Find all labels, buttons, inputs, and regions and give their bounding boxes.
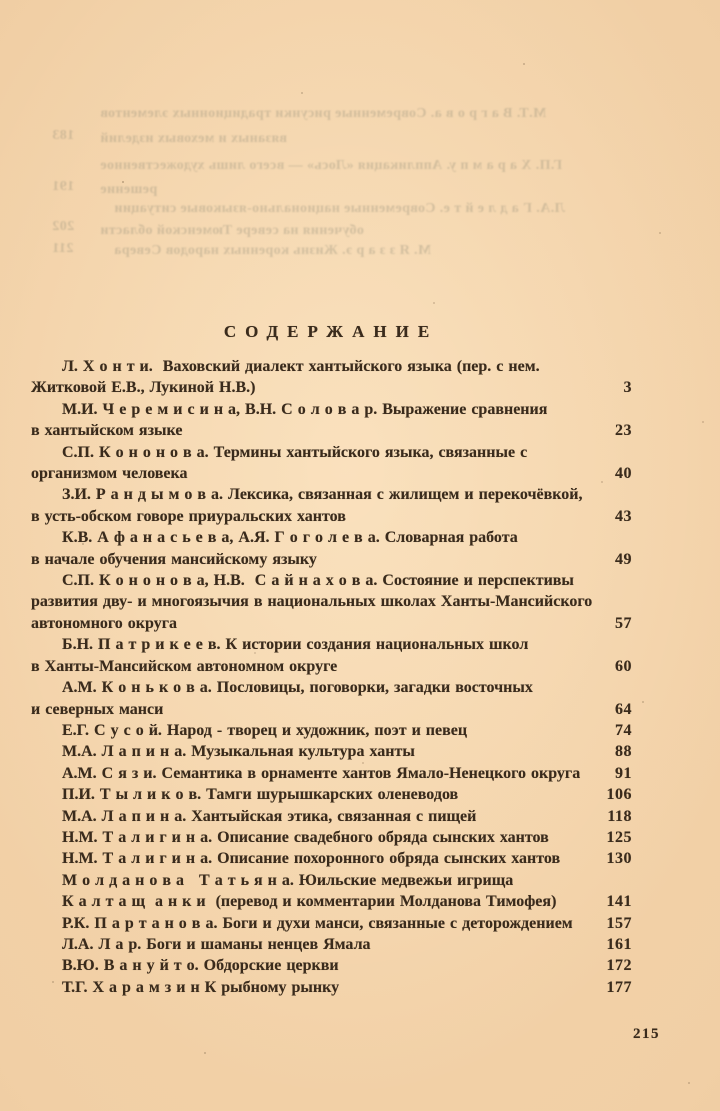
toc-page-number: 64 (615, 700, 632, 718)
bleedthrough-page-number: 211 (52, 241, 74, 256)
paper-specks (0, 0, 2, 2)
page-title: СОДЕРЖАНИЕ (223, 322, 439, 341)
toc-entry (31, 870, 632, 913)
toc-page-number: 130 (606, 850, 632, 868)
toc-page-number: 172 (606, 957, 632, 975)
toc-page-number: 157 (606, 914, 632, 932)
toc-entry-line: Р.К. П а р т а н о в а. Боги и духи манси, связанные с деторождением (62, 914, 573, 932)
toc-entry (31, 763, 632, 784)
toc-entry-line: З.И. Р а н д ы м о в а. Лексика, связанная с жилищем и перекочёвкой, (62, 486, 583, 504)
toc-entry (31, 955, 632, 976)
toc-page-number: 88 (615, 743, 632, 761)
toc-page-number: 161 (606, 935, 632, 953)
bleedthrough-text: Л.А. Г а д л е й т е. Современные национально-языковые ситуации (114, 201, 566, 216)
toc-entry (31, 442, 632, 485)
bleedthrough-page-number: 202 (52, 219, 75, 234)
toc-page-number: 74 (615, 721, 632, 739)
toc-entry-line: К.В. А ф а н а с ь е в а, А.Я. Г о г о л е в а. Словарная работа (62, 529, 518, 547)
bleedthrough-text: обучения на севере Тюменской области (100, 223, 364, 238)
toc-entry-line: в Ханты-Мансийском автономном округе (31, 657, 338, 675)
toc-entry-line: С.П. К о н о н о в а, Н.В. С а й н а х о в а. Состояние и перспективы (62, 572, 574, 590)
bleedthrough-text: вязаных и меховых изделий (100, 131, 287, 146)
toc-entry-line: автономного округа (31, 614, 177, 632)
bleedthrough-text: М.Т. В а г р о в а. Современные рисунки традиционных элементов (100, 106, 547, 121)
toc-entry-line: П.И. Т ы л и к о в. Тамги шурышкарских оленеводов (62, 786, 459, 804)
toc-entry-line: С.П. К о н о н о в а. Термины хантыйского языка, связанные с (62, 443, 528, 461)
bleedthrough-page-number: 183 (52, 128, 75, 143)
toc-entry (31, 356, 632, 399)
toc-entry (31, 677, 632, 720)
toc-page-number: 3 (623, 379, 632, 397)
toc-entry (31, 399, 632, 442)
toc-page-number: 125 (606, 828, 632, 846)
toc-entry-line: организмом человека (31, 465, 188, 483)
toc-entry (31, 484, 632, 527)
toc-entry-line: А.М. К о н ь к о в а. Пословицы, поговорки, загадки восточных (62, 679, 533, 697)
toc-entry (31, 720, 632, 741)
toc-entry-line: Е.Г. С у с о й. Народ - творец и художник, поэт и певец (62, 721, 468, 739)
toc-page-number: 43 (615, 507, 632, 525)
toc-entry-line: в хантыйском языке (31, 422, 183, 440)
toc-entry-line: Т.Г. Х а р а м з и н К рыбному рынку (62, 978, 340, 996)
toc-entry-line: Житковой Е.В., Лукиной Н.В.) (31, 379, 256, 397)
toc-entry-line: М о л д а н о в а Т а т ь я н а. Юильские медвежьи игрища (62, 871, 514, 889)
toc-entry (31, 741, 632, 762)
toc-entry-line: Л.А. Л а р. Боги и шаманы ненцев Ямала (62, 935, 371, 953)
toc-entry (31, 848, 632, 869)
toc-entry (31, 934, 632, 955)
toc-entry (31, 913, 632, 934)
toc-entry (31, 634, 632, 677)
toc-entry-line: Н.М. Т а л и г и н а. Описание свадебного обряда сынских хантов (62, 828, 549, 846)
bleedthrough-page-number: 191 (52, 179, 75, 194)
toc-entry (31, 977, 632, 998)
folio-page-number: 215 (633, 1026, 660, 1042)
toc-page-number: 177 (606, 978, 632, 996)
toc-entry-line: В.Ю. В а н у й т о. Обдорские церкви (62, 957, 339, 975)
toc-entry (31, 827, 632, 848)
toc-entry-line: Л. Х о н т и. Ваховский диалект хантыйского языка (пер. с нем. (62, 358, 540, 375)
toc-entry-line: А.М. С я з и. Семантика в орнаменте хантов Ямало-Ненецкого округа (62, 764, 581, 782)
toc-entry-line: Б.Н. П а т р и к е е в. К истории создания национальных школ (62, 636, 529, 654)
toc-page-number: 40 (615, 465, 632, 483)
toc-page-number: 91 (615, 764, 632, 782)
toc-entry-line: М.И. Ч е р е м и с и н а, В.Н. С о л о в а р. Выражение сравнения (62, 400, 548, 418)
toc-entry-line: в начале обучения мансийскому языку (31, 550, 317, 568)
bleedthrough-text: Г.П. Х а р а м п у. Аппликация «Лось» — всего лишь художественное (100, 158, 563, 173)
toc-entry-line: развития дву- и многоязычия в национальных школах Ханты-Мансийского (31, 593, 593, 611)
toc-entry (31, 570, 632, 634)
toc-entry-line: М.А. Л а п и н а. Музыкальная культура ханты (62, 743, 415, 761)
table-of-contents (31, 356, 632, 998)
toc-entry-line: К а л т а щ а н к и (перевод и комментарии Молданова Тимофея) (62, 893, 557, 911)
toc-entry-line: М.А. Л а п и н а. Хантыйская этика, связанная с пищей (62, 807, 477, 825)
toc-entry-line: Н.М. Т а л и г и н а. Описание похоронного обряда сынских хантов (62, 850, 561, 868)
toc-page-number: 141 (606, 893, 632, 911)
toc-entry (31, 527, 632, 570)
toc-page-number: 57 (615, 614, 632, 632)
toc-entry-line: и северных манси (31, 700, 164, 718)
toc-page-number: 49 (615, 550, 632, 568)
toc-entry-line: в усть-обском говоре приуральских хантов (31, 507, 346, 525)
bleedthrough-text: решение (100, 182, 158, 197)
bleedthrough-text: М. Я з з а р э. Жизнь коренных народов Севера (114, 243, 432, 258)
toc-page-number: 118 (607, 807, 632, 825)
toc-page-number: 106 (606, 786, 632, 804)
toc-entry (31, 806, 632, 827)
toc-page-number: 60 (615, 657, 632, 675)
toc-page-number: 23 (615, 422, 632, 440)
toc-entry (31, 784, 632, 805)
